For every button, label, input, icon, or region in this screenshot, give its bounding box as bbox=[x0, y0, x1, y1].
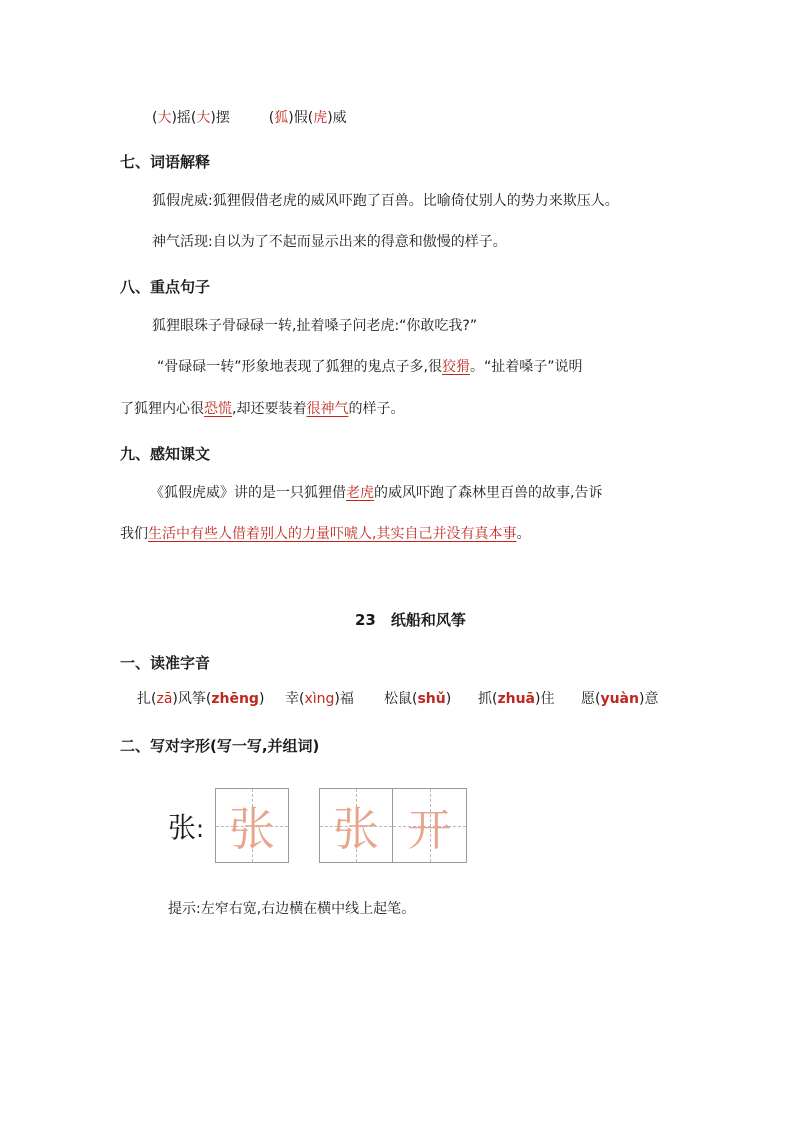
writing-grid-2b bbox=[392, 788, 467, 863]
analysis-line-1: “骨碌碌一转”形象地表现了狐狸的鬼点子多,很狡猾。“扯着嗓子”说明 bbox=[157, 359, 583, 375]
section-heading-8: 八、重点句子 bbox=[120, 278, 211, 296]
trace-character: 开 bbox=[407, 804, 452, 856]
section-heading-1: 一、读准字音 bbox=[120, 654, 211, 672]
pinyin-item-5: 愿(yuàn)意 bbox=[581, 691, 659, 707]
trace-character: 张 bbox=[229, 801, 275, 856]
trace-character: 张 bbox=[333, 801, 379, 856]
idiom-line: (大)摇(大)摆 (狐)假(虎)威 bbox=[152, 110, 347, 126]
section-heading-7: 七、词语解释 bbox=[120, 153, 211, 171]
summary-line-1: 《狐假虎威》讲的是一只狐狸借老虎的威风吓跑了森林里百兽的故事,告诉 bbox=[150, 485, 603, 501]
pinyin-item-2: 幸(xìng)福 bbox=[285, 691, 354, 707]
pinyin-item-1: 扎(zā)风筝(zhēng) bbox=[137, 691, 265, 707]
writing-grid-1 bbox=[215, 788, 289, 863]
analysis-line-2: 了狐狸内心很恐慌,却还要装着很神气的样子。 bbox=[120, 401, 405, 417]
writing-tip: 提示:左窄右宽,右边横在横中线上起笔。 bbox=[168, 901, 416, 917]
definition-1: 狐假虎威:狐狸假借老虎的威风吓跑了百兽。比喻倚仗别人的势力来欺压人。 bbox=[152, 193, 619, 209]
character-label: 张: bbox=[168, 811, 205, 844]
key-sentence: 狐狸眼珠子骨碌碌一转,扯着嗓子问老虎:“你敢吃我?” bbox=[152, 318, 478, 334]
definition-2: 神气活现:自以为了不起而显示出来的得意和傲慢的样子。 bbox=[152, 234, 507, 250]
lesson-title: 23 纸船和风筝 bbox=[355, 611, 466, 629]
writing-grid-2a bbox=[319, 788, 393, 863]
pinyin-item-4: 抓(zhuā)住 bbox=[478, 691, 555, 707]
pinyin-item-3: 松鼠(shǔ) bbox=[384, 691, 452, 707]
section-heading-9: 九、感知课文 bbox=[120, 445, 211, 463]
summary-line-2: 我们生活中有些人借着别人的力量吓唬人,其实自己并没有真本事。 bbox=[120, 526, 531, 542]
section-heading-2: 二、写对字形(写一写,并组词) bbox=[120, 737, 320, 755]
